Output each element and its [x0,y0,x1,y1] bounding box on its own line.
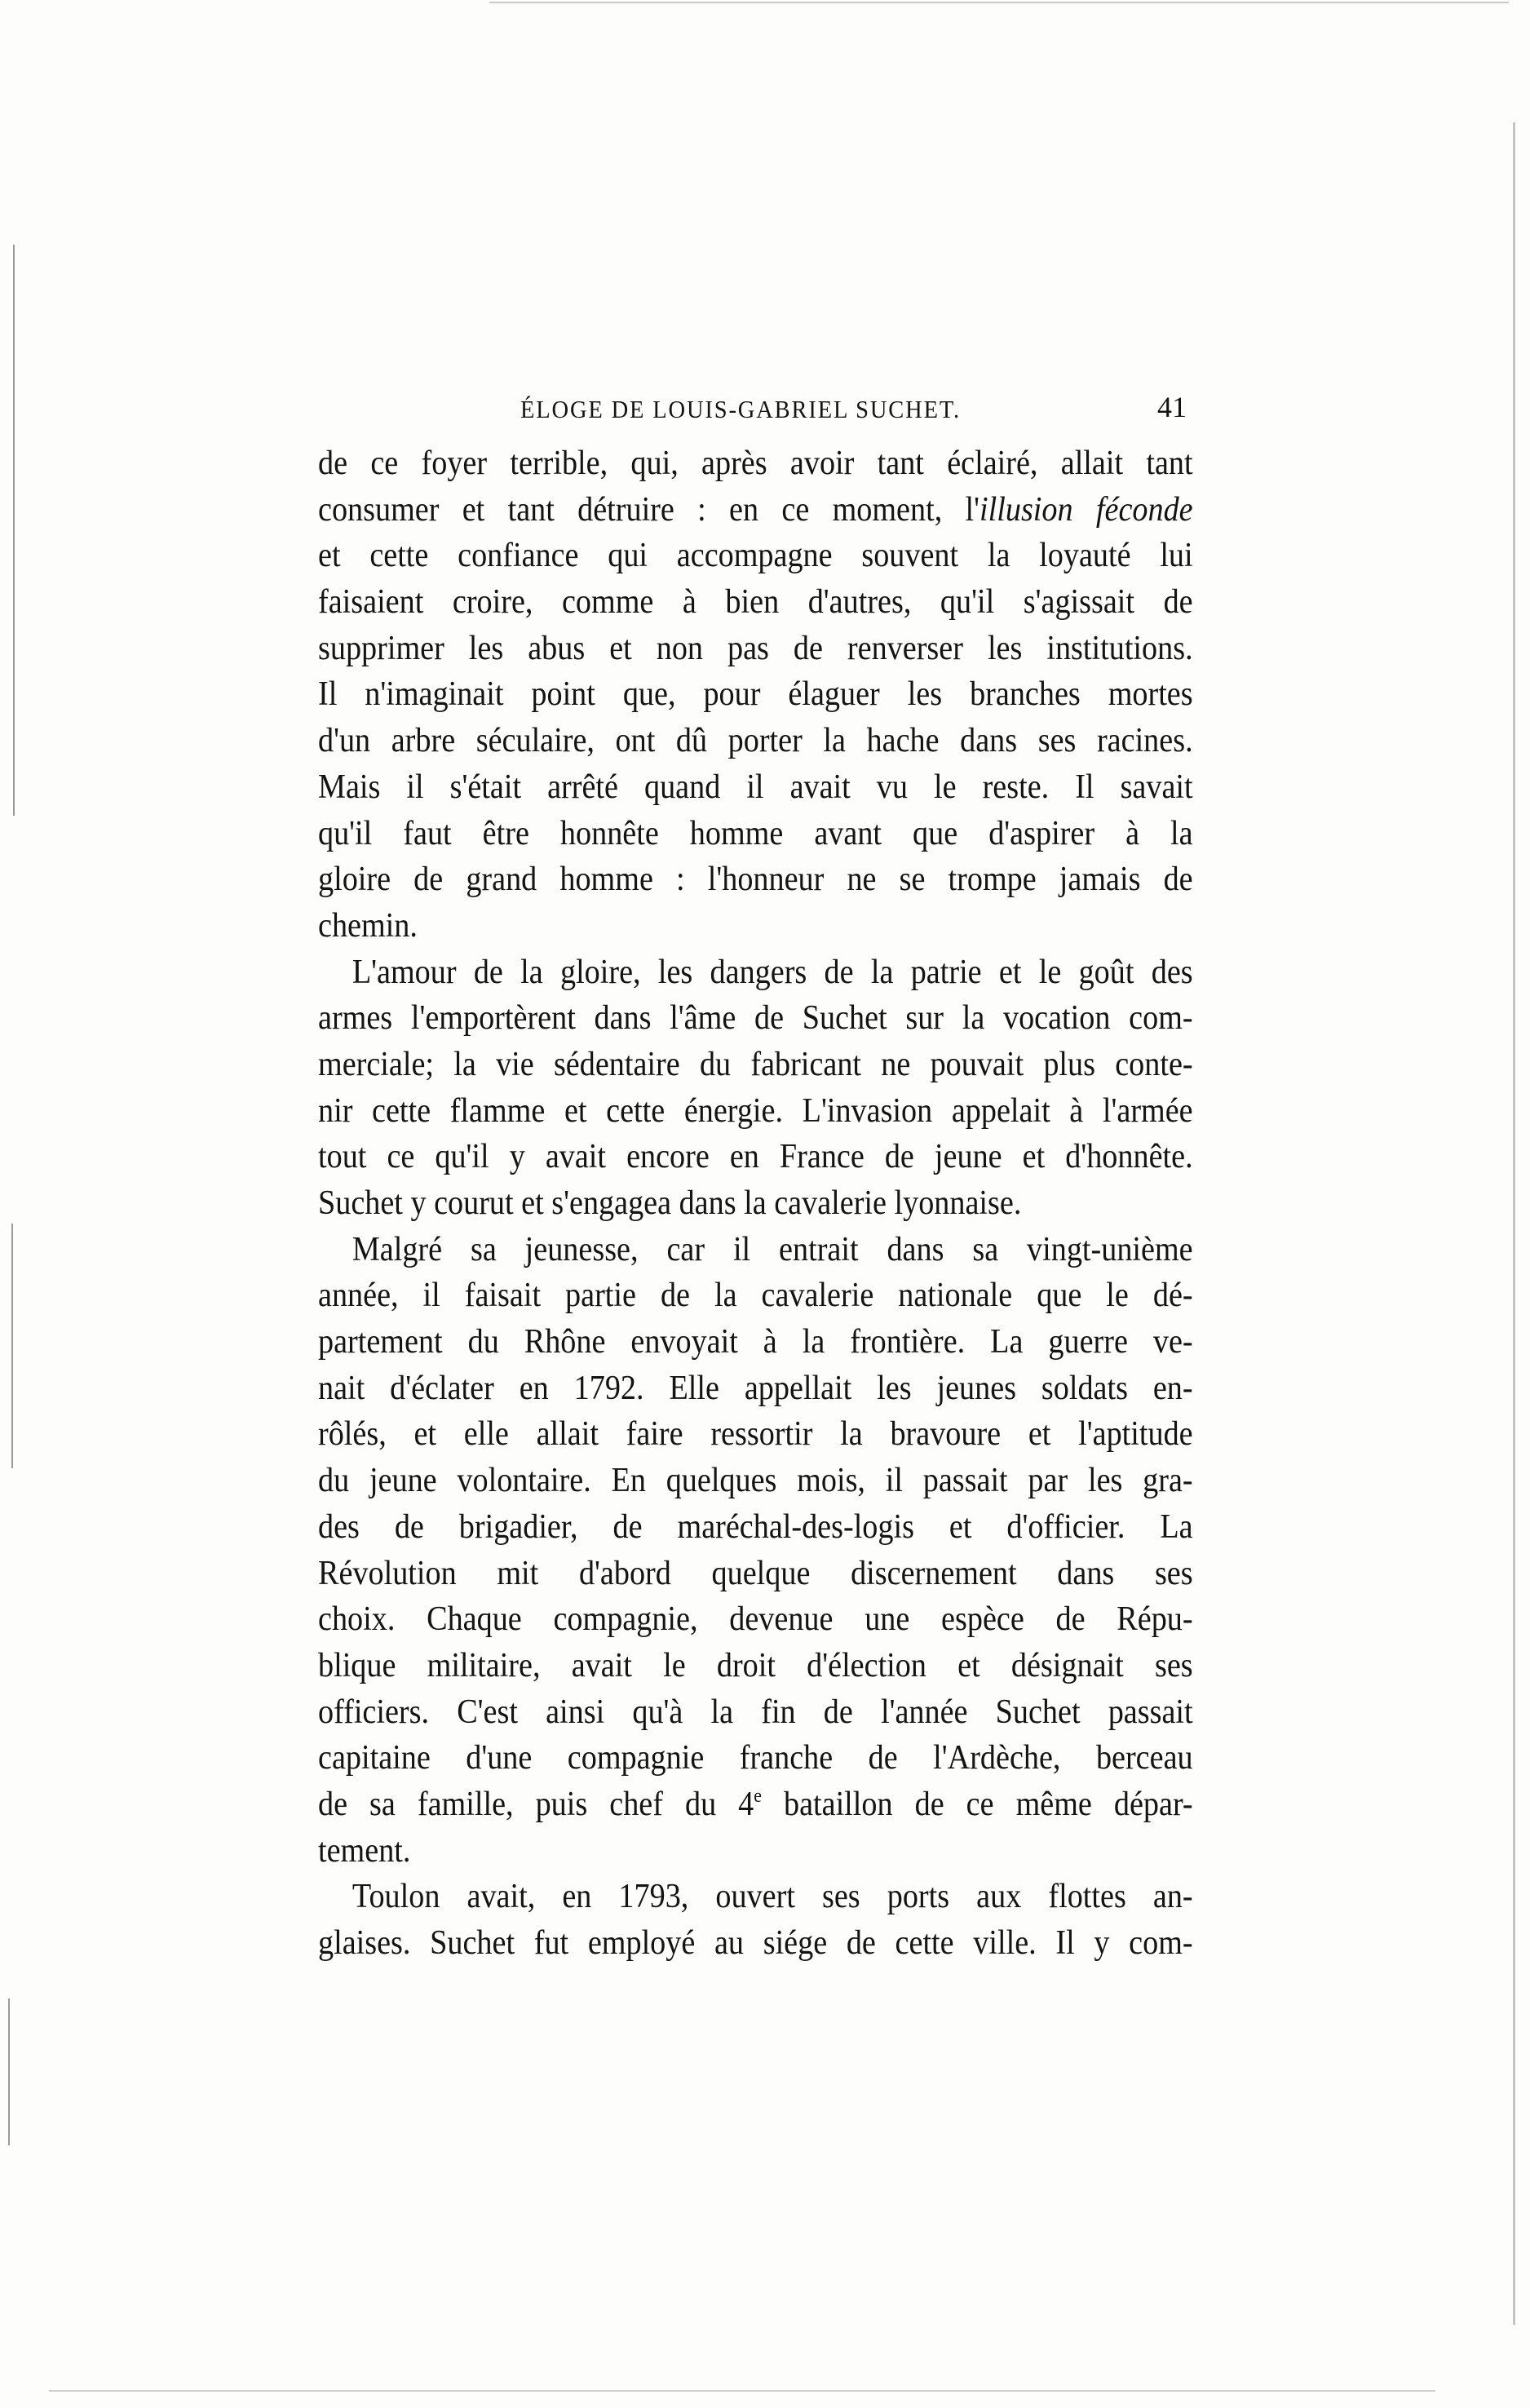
text-segment: nait d'éclater en 1792. Elle appellait les jeunes soldats en- [318,1369,1193,1407]
text-segment: faisaient croire, comme à bien d'autres, qu'il s'agissait de [318,583,1193,622]
scan-top-edge [489,2,1509,3]
text-segment: gloire de grand homme : l'honneur ne se trompe jamais de [318,861,1193,899]
text-line [318,1319,1193,1366]
text-segment: Révolution mit d'abord quelque discernement dans ses [318,1554,1193,1592]
text-segment: officiers. C'est ainsi qu'à la fin de l'année Suchet passait [318,1693,1193,1731]
text-segment: Malgré sa jeunesse, car il entrait dans sa vingt-unième [352,1230,1193,1268]
text-line [318,1227,1193,1273]
text-segment: rôlés, et elle allait faire ressortir la bravoure et l'aptitude [318,1415,1193,1454]
text-segment: Toulon avait, en 1793, ouvert ses ports aux flottes an- [352,1878,1193,1916]
text-segment: tout ce qu'il y avait encore en France de jeune et d'honnête. [318,1138,1193,1176]
text-segment: d'un arbre séculaire, ont dû porter la hache dans ses racines. [318,722,1193,760]
text-line [318,1366,1193,1412]
text-line [318,811,1193,857]
text-line [318,1273,1193,1319]
text-line [318,1735,1193,1782]
text-segment: armes l'emportèrent dans l'âme de Suchet sur la vocation com- [318,999,1193,1038]
text-line [318,1874,1193,1920]
text-segment: L'amour de la gloire, les dangers de la patrie et le goût des [352,953,1193,991]
text-segment: Il n'imaginait point que, pour élaguer les branches mortes [318,675,1193,714]
italic-text: illusion féconde [979,490,1193,529]
text-segment: et cette confiance qui accompagne souvent la loyauté lui [318,537,1193,575]
text-segment: qu'il faut être honnête homme avant que d'aspirer à la [318,814,1193,852]
text-segment: nir cette flamme et cette énergie. L'invasion appelait à l'armée [318,1091,1193,1130]
text-segment: supprimer les abus et non pas de renverser les institutions. [318,629,1193,667]
text-line [318,440,1193,487]
text-segment: du jeune volontaire. En quelques mois, il passait par les gra- [318,1462,1193,1500]
text-line [318,995,1193,1042]
text-line [318,579,1193,626]
text-line [318,1180,1193,1227]
text-line [318,487,1193,533]
text-line [318,1458,1193,1504]
text-line [318,1134,1193,1180]
scan-edge-line [13,245,15,816]
text-line [318,1920,1193,1967]
text-line [318,1689,1193,1736]
text-line [318,533,1193,579]
text-segment: tement. [318,1831,411,1870]
text-line [318,857,1193,903]
text-line [318,1504,1193,1551]
paragraph [318,949,1193,1227]
superscript: e [754,1785,762,1807]
running-title: ÉLOGE DE LOUIS-GABRIEL SUCHET. [520,395,961,423]
running-header [318,390,1193,431]
text-segment: choix. Chaque compagnie, devenue une espèce de Répu- [318,1600,1193,1639]
text-segment: Mais il s'était arrêté quand il avait vu le reste. Il savait [318,768,1193,806]
text-line [318,1782,1193,1828]
text-line [318,903,1193,949]
scan-edge-line [8,1999,10,2145]
text-line [318,1828,1193,1875]
text-segment: consumer et tant détruire : en ce moment, l' [318,490,980,529]
text-line [318,1596,1193,1643]
text-line [318,1551,1193,1597]
text-segment: Suchet y courut et s'engagea dans la cavalerie lyonnaise. [318,1184,1022,1222]
text-segment: des de brigadier, de maréchal-des-logis et d'officier. La [318,1507,1193,1546]
text-segment: capitaine d'une compagnie franche de l'Ardèche, berceau [318,1739,1193,1777]
text-line [318,718,1193,764]
text-line [318,1042,1193,1088]
scan-edge-line [11,1224,13,1468]
text-line [318,764,1193,811]
page-number: 41 [1157,391,1187,423]
scan-edge-line [1513,122,1515,2325]
scan-bottom-edge [49,2390,1435,2392]
body-text [318,440,1193,1967]
text-segment: de ce foyer terrible, qui, après avoir tant éclairé, allait tant [318,445,1193,482]
text-segment: de sa famille, puis chef du 4 [318,1785,754,1823]
text-line [318,1643,1193,1689]
paragraph [318,1874,1193,1966]
text-line [318,671,1193,718]
paragraph [318,1227,1193,1875]
text-segment: bataillon de ce même dépar- [761,1785,1193,1823]
text-line [318,626,1193,672]
text-line [318,949,1193,996]
text-segment: chemin. [318,906,418,945]
text-segment: merciale; la vie sédentaire du fabricant ne pouvait plus conte- [318,1045,1193,1083]
text-segment: blique militaire, avait le droit d'élection et désignait ses [318,1646,1193,1684]
text-segment: partement du Rhône envoyait à la frontière. La guerre ve- [318,1323,1193,1361]
text-segment: glaises. Suchet fut employé au siége de cette ville. Il y com- [318,1924,1193,1962]
text-line [318,1411,1193,1458]
text-line [318,1088,1193,1135]
paragraph [318,440,1193,949]
text-segment: année, il faisait partie de la cavalerie nationale que le dé- [318,1277,1193,1315]
